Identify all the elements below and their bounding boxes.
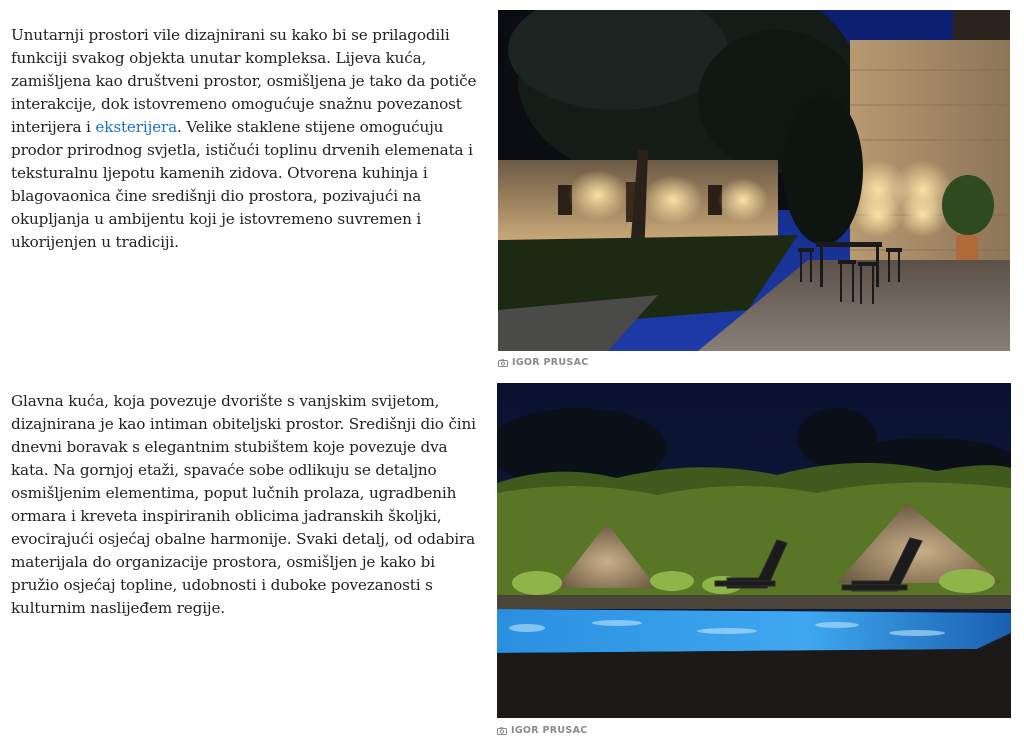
exterior-link[interactable]: ekst​erijera [95,118,177,136]
photo-credit-2 [497,725,588,736]
camera-icon [497,727,507,735]
photo-credit-1 [498,357,589,368]
camera-icon [498,359,508,367]
article-paragraph-2: Glavna kuća, koja povezuje dvorište s vanjskim svijetom, dizajnirana je kao intiman obiteljski prostor. Središnji dio čini dnevni boravak s elegantnim stubištem koje povezuje dva kata. Na gornjoj etaži, spavaće sobe odlikuju se detaljno osmišljenim elementima, poput lučnih prolaza, ugradbenih ormara i kreveta inspiriranih oblicima jadranskih školjki, evocirajući osjećaj obalne harmonije. Svaki detalj, od odabira materijala do organizacije prostora, osmišljen je kako bi pružio osjećaj topline, udobnosti i duboke povezanosti s kulturnim naslijeđem regije. [11,392,476,617]
article-paragraph-1 [11,24,486,254]
paragraph-text: Unutarnji prostori vile dizajnirani su kako bi se prilagodili funkciji svakog objekta unutar kompleksa. Lijeva kuća, zamišljena kao društveni prostor, osmišljena je tako da potiče interakcije, dok istovremeno omogućuje snažnu povezanost interijera i [11,26,477,136]
pool-night-photo [497,383,1011,718]
photo-credit-text: IGOR PRUSAC [512,357,589,368]
paragraph-text: . Velike staklene stijene omogućuju prodor prirodnog svjetla, ističući toplinu drvenih elemenata i teksturalnu ljepotu kamenih zidova. Otvorena kuhinja i blagovaonica čine središnji dio prostora, pozivajući na okupljanja u ambijentu koji je istovremeno suvremen i ukorijenjen u tradiciji. [11,118,473,251]
photo-credit-text: IGOR PRUSAC [511,725,588,736]
courtyard-night-photo [498,10,1010,351]
